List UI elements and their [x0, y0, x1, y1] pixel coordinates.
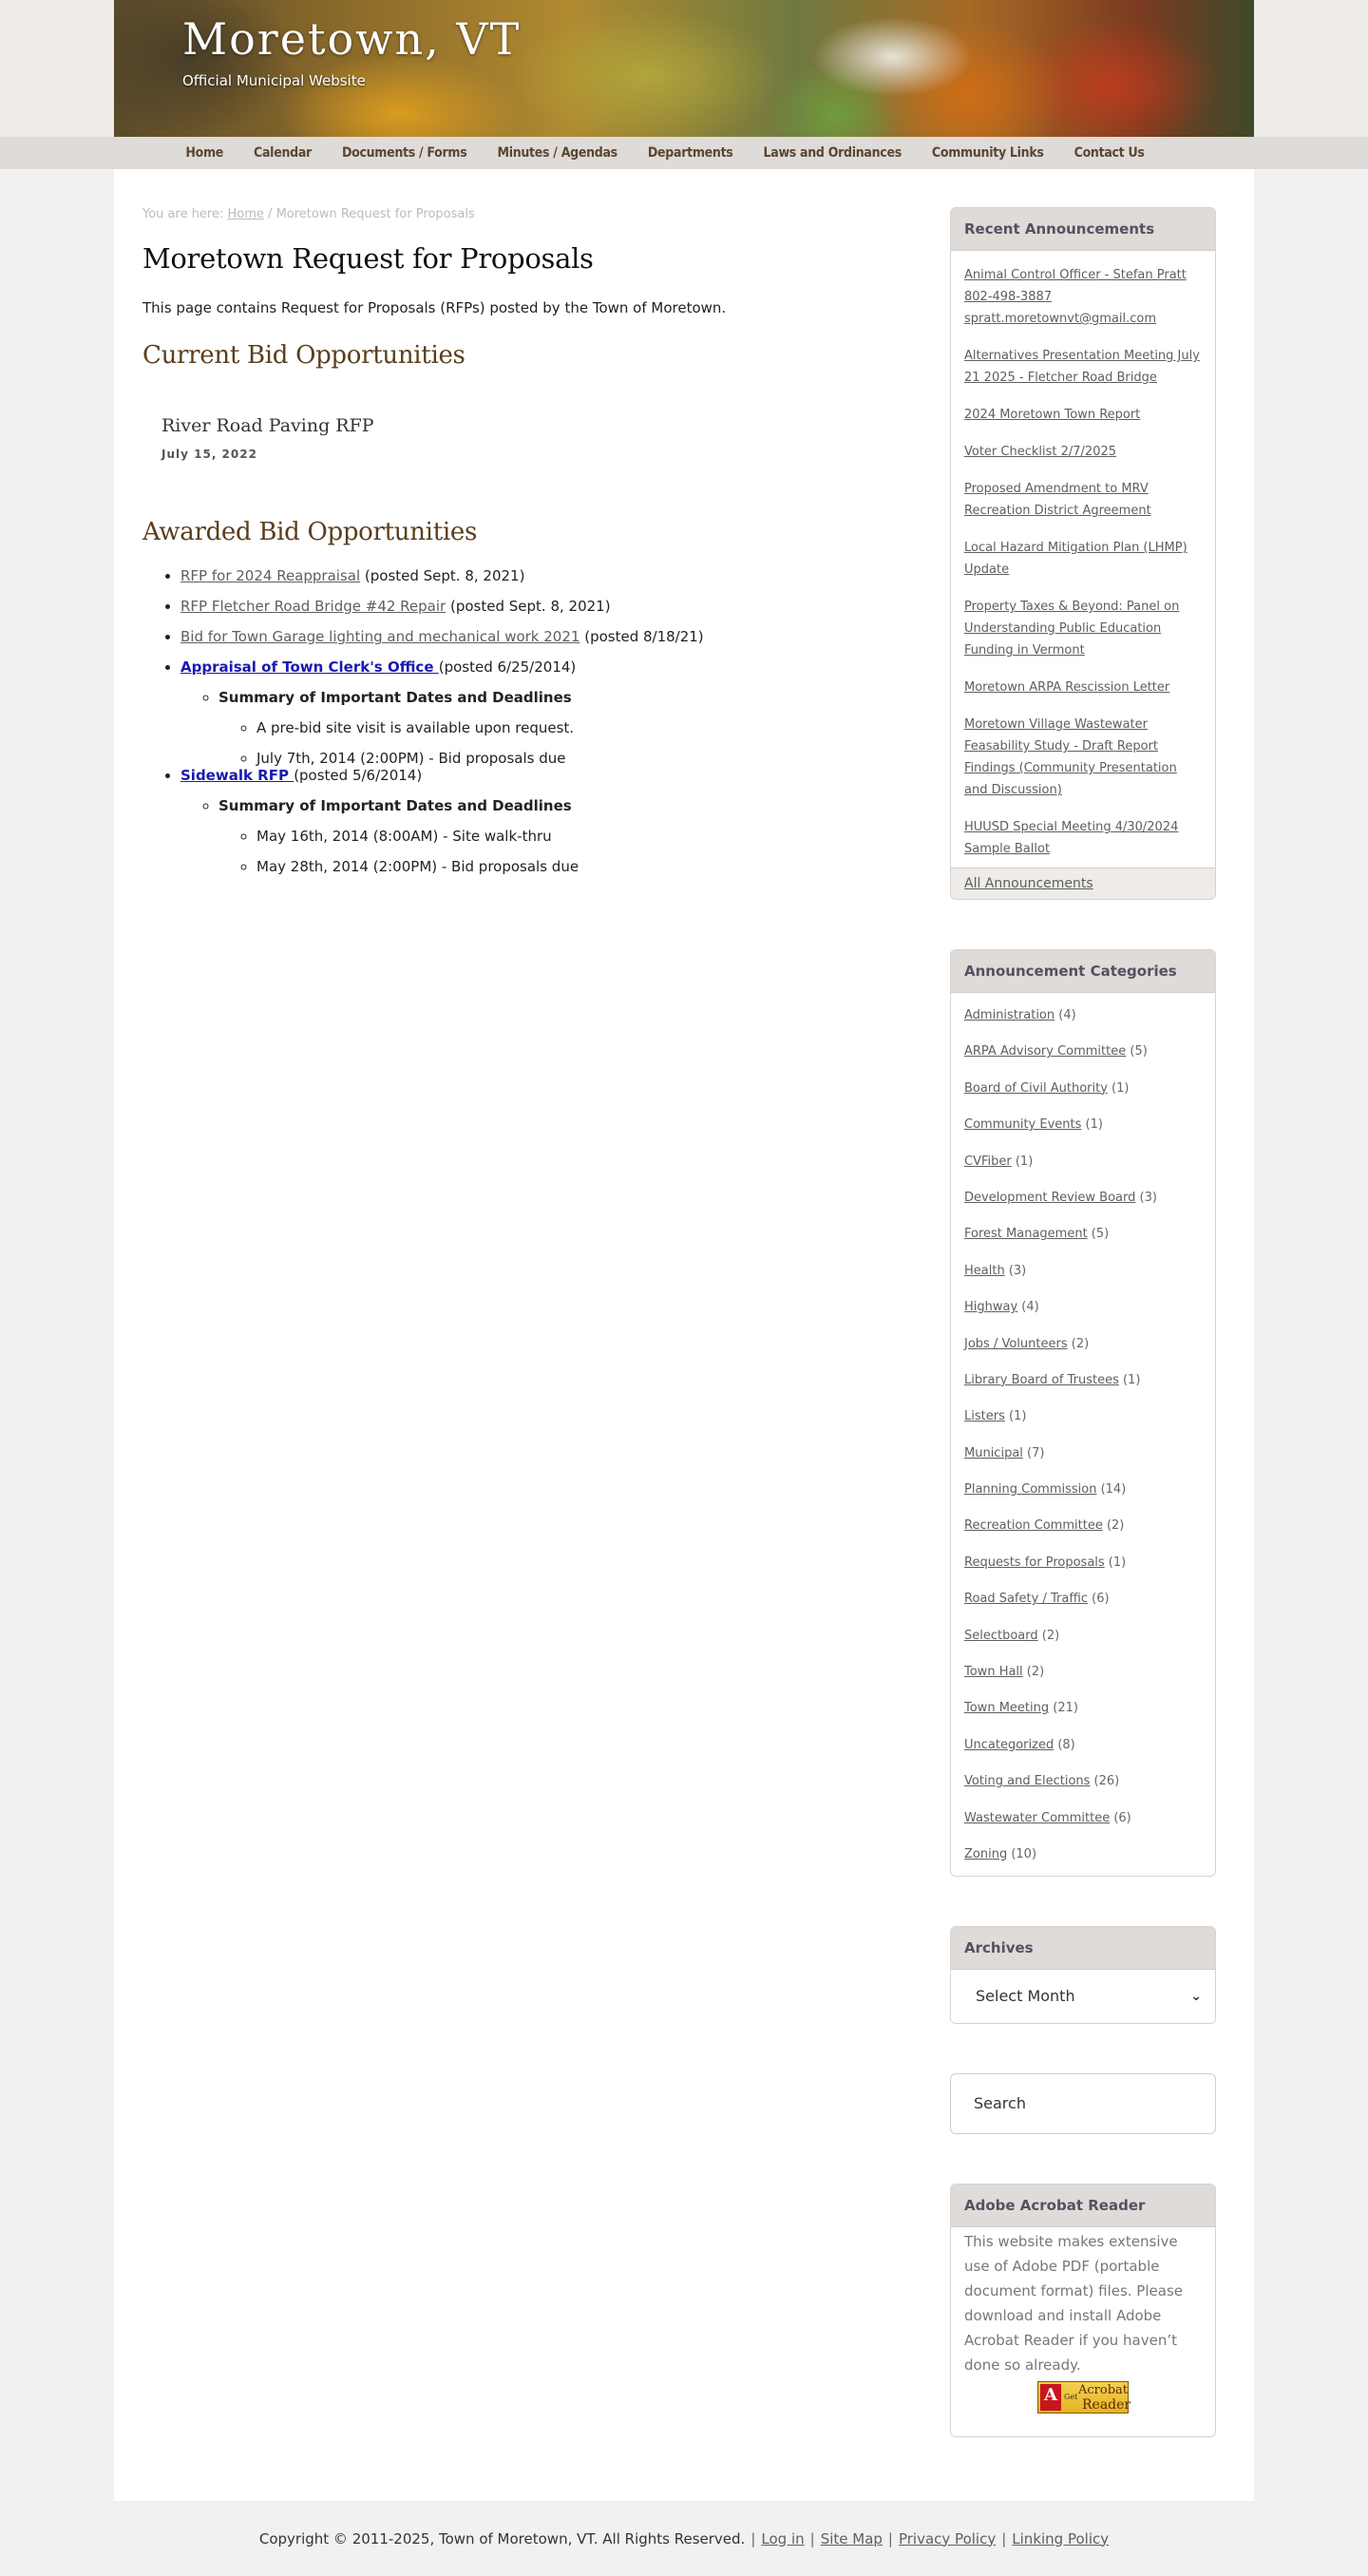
announcement-item [964, 441, 1202, 463]
widget-title: Adobe Acrobat Reader [951, 2185, 1215, 2227]
deadline-item: ◦ July 7th, 2014 (2:00PM) - Bid proposals due [256, 750, 884, 767]
category-link[interactable]: Library Board of Trustees [964, 1372, 1119, 1387]
main-content [142, 207, 884, 888]
awarded-note: (posted Sept. 8, 2021) [446, 598, 611, 615]
category-count: (8) [1054, 1737, 1075, 1752]
nav-departments[interactable]: Departments [647, 145, 733, 161]
announcement-link[interactable]: 2024 Moretown Town Report [964, 408, 1141, 422]
announcement-link[interactable]: Moretown Village Wastewater Feasability Study - Draft Report Findings (Community Presentation and Discussion) [964, 717, 1177, 797]
breadcrumb-home-link[interactable]: Home [227, 207, 264, 221]
deadline-item: ◦ May 16th, 2014 (8:00AM) - Site walk-thru [256, 828, 884, 845]
category-link[interactable]: Wastewater Committee [964, 1810, 1111, 1825]
category-link[interactable]: Municipal [964, 1445, 1023, 1460]
breadcrumb-separator: / [263, 207, 276, 221]
category-item [964, 1040, 1202, 1077]
category-item [964, 1552, 1202, 1588]
recent-announcements-widget [950, 207, 1216, 900]
category-item [964, 1734, 1202, 1770]
footer-login-link[interactable]: Log in [761, 2529, 805, 2547]
announcement-item [964, 478, 1202, 522]
sidebar [950, 207, 1216, 2487]
breadcrumb [142, 207, 884, 221]
acrobat-reader-widget [950, 2184, 1216, 2437]
category-item [964, 1223, 1202, 1259]
announcement-item [964, 264, 1202, 330]
nav-community-links[interactable]: Community Links [931, 145, 1044, 161]
footer-sitemap-link[interactable]: Site Map [820, 2529, 883, 2547]
breadcrumb-prefix: You are here: [142, 207, 228, 221]
announcement-link[interactable]: Moretown ARPA Rescission Letter [964, 680, 1170, 695]
intro-text: This page contains Request for Proposals (RFPs) posted by the Town of Moretown. [142, 299, 727, 316]
category-link[interactable]: Town Meeting [964, 1701, 1050, 1716]
search-input[interactable] [950, 2073, 1216, 2134]
awarded-item [180, 567, 884, 584]
summary-list [180, 797, 884, 875]
category-link[interactable]: Town Hall [964, 1665, 1023, 1680]
category-item [964, 1004, 1202, 1040]
awarded-bids-heading: Awarded Bid Opportunities [142, 518, 477, 546]
awarded-note: (posted 8/18/21) [580, 628, 704, 645]
category-link[interactable]: Recreation Committee [964, 1518, 1103, 1534]
widget-title: Archives [951, 1927, 1215, 1970]
get-acrobat-reader-badge[interactable] [1037, 2381, 1129, 2414]
announcement-item [964, 677, 1202, 698]
category-item [964, 1807, 1202, 1843]
category-count: (26) [1090, 1774, 1120, 1789]
category-count: (2) [1102, 1518, 1125, 1534]
category-link[interactable]: Board of Civil Authority [964, 1080, 1108, 1096]
category-count: (14) [1096, 1482, 1127, 1498]
category-count: (3) [1135, 1190, 1157, 1205]
announcement-item [964, 714, 1202, 801]
category-count: (6) [1110, 1810, 1131, 1825]
category-count: (5) [1126, 1044, 1148, 1059]
site-header [114, 0, 1254, 137]
category-item [964, 1333, 1202, 1369]
category-count: (1) [1011, 1154, 1034, 1169]
awarded-note: (posted Sept. 8, 2021) [360, 567, 525, 584]
announcement-link[interactable]: Proposed Amendment to MRV Recreation District Agreement [964, 482, 1151, 518]
footer-separator: | [887, 2529, 893, 2547]
announcement-item [964, 345, 1202, 389]
category-item [964, 1479, 1202, 1515]
category-item [964, 1296, 1202, 1332]
category-item [964, 1260, 1202, 1296]
widget-body [951, 251, 1215, 868]
nav-documents-forms[interactable]: Documents / Forms [341, 145, 467, 161]
category-count: (1) [1107, 1080, 1130, 1096]
badge-line2: Reader [1082, 2396, 1131, 2413]
category-count: (1) [1118, 1372, 1141, 1387]
awarded-item [180, 767, 884, 875]
category-count: (21) [1049, 1701, 1078, 1716]
category-item [964, 1442, 1202, 1479]
category-item [964, 1151, 1202, 1187]
announcement-link[interactable]: Animal Control Officer - Stefan Pratt 802-498-3887 spratt.moretownvt@gmail.com [964, 268, 1187, 326]
archives-widget [950, 1926, 1216, 2024]
announcement-link[interactable]: Property Taxes & Beyond: Panel on Understanding Public Education Funding in Vermont [964, 600, 1180, 658]
all-announcements-link[interactable]: All Announcements [964, 876, 1093, 891]
nav-minutes-agendas[interactable]: Minutes / Agendas [497, 145, 618, 161]
footer-separator: | [1001, 2529, 1007, 2547]
awarded-item [180, 658, 884, 767]
category-count: (3) [1004, 1263, 1027, 1278]
footer-separator: | [750, 2529, 756, 2547]
nav-home[interactable]: Home [185, 145, 224, 161]
footer-separator: | [809, 2529, 815, 2547]
category-link[interactable]: Jobs / Volunteers [964, 1336, 1068, 1351]
category-link[interactable]: Health [964, 1263, 1005, 1278]
category-item [964, 1078, 1202, 1114]
announcement-item [964, 596, 1202, 661]
category-item [964, 1114, 1202, 1150]
awarded-link[interactable]: RFP Fletcher Road Bridge #42 Repair [180, 598, 446, 615]
category-item [964, 1588, 1202, 1624]
category-item [964, 1625, 1202, 1661]
announcement-link[interactable]: Local Hazard Mitigation Plan (LHMP) Update [964, 541, 1188, 577]
select-value: Select Month [976, 1987, 1075, 2006]
category-link[interactable]: Voting and Elections [964, 1774, 1091, 1789]
awarded-note: (posted 6/25/2014) [438, 658, 577, 676]
category-item [964, 1661, 1202, 1697]
announcement-link[interactable]: Voter Checklist 2/7/2025 [964, 445, 1117, 459]
awarded-link[interactable]: Bid for Town Garage lighting and mechanical work 2021 [180, 628, 580, 645]
category-item [964, 1405, 1202, 1441]
category-link[interactable]: Highway [964, 1300, 1018, 1315]
awarded-item [180, 598, 884, 615]
badge-line1: Acrobat [1078, 2382, 1129, 2397]
category-item [964, 1843, 1202, 1872]
footer-privacy-link[interactable]: Privacy Policy [898, 2529, 997, 2547]
awarded-link[interactable]: RFP for 2024 Reappraisal [180, 567, 361, 584]
category-item [964, 1770, 1202, 1806]
category-count: (2) [1067, 1336, 1090, 1351]
widget-title: Recent Announcements [951, 208, 1215, 251]
summary-item [218, 689, 884, 767]
category-link[interactable]: Uncategorized [964, 1737, 1054, 1752]
category-count: (1) [1104, 1555, 1127, 1570]
site-title[interactable]: Moretown, VT [182, 13, 522, 65]
nav-laws-ordinances[interactable]: Laws and Ordinances [763, 145, 902, 161]
category-item [964, 1515, 1202, 1551]
category-link[interactable]: Administration [964, 1008, 1055, 1022]
widget-body [951, 993, 1215, 1876]
nav-contact-us[interactable]: Contact Us [1074, 145, 1145, 161]
deadline-list [218, 719, 884, 767]
category-link[interactable]: Forest Management [964, 1227, 1088, 1242]
acrobat-description: This website makes extensive use of Adobe PDF (portable document format) files. Please download and install Adobe Acrobat Reader if you haven’t done so already. [964, 2232, 1183, 2374]
category-count: (2) [1022, 1665, 1045, 1680]
category-link[interactable]: Requests for Proposals [964, 1555, 1105, 1570]
category-link[interactable]: Listers [964, 1409, 1005, 1424]
category-link[interactable]: Selectboard [964, 1628, 1038, 1643]
category-list [964, 1004, 1202, 1872]
badge-get-text: Get [1064, 2392, 1078, 2401]
category-count: (1) [1081, 1117, 1103, 1133]
category-count: (4) [1017, 1300, 1039, 1315]
announcement-link[interactable]: Alternatives Presentation Meeting July 21 2025 - Fletcher Road Bridge [964, 349, 1200, 385]
widget-footer [951, 868, 1215, 899]
category-link[interactable]: Road Safety / Traffic [964, 1592, 1089, 1607]
nav-calendar[interactable]: Calendar [254, 145, 312, 161]
breadcrumb-current: Moretown Request for Proposals [276, 207, 475, 221]
deadline-item: ◦ May 28th, 2014 (2:00PM) - Bid proposals due [256, 858, 884, 875]
page-container [114, 169, 1254, 2501]
category-item [964, 1369, 1202, 1405]
current-bids-heading: Current Bid Opportunities [142, 341, 466, 370]
announcement-item [964, 537, 1202, 581]
awarded-note: (posted 5/6/2014) [294, 767, 423, 784]
summary-heading: Summary of Important Dates and Deadlines [218, 689, 572, 706]
footer-linking-policy-link[interactable]: Linking Policy [1012, 2529, 1110, 2547]
category-count: (10) [1007, 1846, 1037, 1861]
copyright-text: Copyright © 2011-2025, Town of Moretown, VT. All Rights Reserved. [258, 2529, 746, 2547]
category-link[interactable]: CVFiber [964, 1154, 1012, 1169]
category-count: (2) [1037, 1628, 1060, 1643]
adobe-logo-icon: A [1040, 2384, 1061, 2411]
summary-heading: Summary of Important Dates and Deadlines [218, 797, 572, 814]
category-link[interactable]: Development Review Board [964, 1190, 1136, 1205]
summary-list [180, 689, 884, 767]
category-link[interactable]: Planning Commission [964, 1482, 1097, 1498]
category-count: (7) [1022, 1445, 1045, 1460]
chevron-down-icon: ⌄ [1190, 1988, 1202, 2004]
announcement-item [964, 816, 1202, 860]
category-count: (1) [1004, 1409, 1027, 1424]
awarded-item [180, 628, 884, 645]
search-placeholder: Search [974, 2094, 1026, 2113]
category-item [964, 1697, 1202, 1733]
category-count: (6) [1088, 1592, 1110, 1607]
category-count: (4) [1054, 1008, 1076, 1022]
category-item [964, 1187, 1202, 1223]
page-title: Moretown Request for Proposals [142, 242, 594, 275]
deadline-item: ◦ A pre-bid site visit is available upon request. [256, 719, 884, 736]
bid-date: July 15, 2022 [162, 448, 257, 461]
summary-item [218, 797, 884, 875]
announcement-list [964, 264, 1202, 860]
awarded-link[interactable]: Appraisal of Town Clerk's Office [180, 658, 439, 676]
main-nav [114, 137, 1254, 169]
category-count: (5) [1087, 1227, 1110, 1242]
category-link[interactable]: Zoning [964, 1846, 1008, 1861]
site-description: Official Municipal Website [182, 72, 366, 89]
bid-title-link[interactable]: River Road Paving RFP [162, 415, 374, 436]
announcement-link[interactable]: HUUSD Special Meeting 4/30/2024 Sample Ballot [964, 820, 1179, 856]
category-link[interactable]: ARPA Advisory Committee [964, 1044, 1127, 1059]
archives-month-select[interactable] [951, 1970, 1215, 2023]
awarded-link[interactable]: Sidewalk RFP [180, 767, 294, 784]
widget-title: Announcement Categories [951, 950, 1215, 993]
category-link[interactable]: Community Events [964, 1117, 1082, 1133]
site-footer [0, 2501, 1368, 2576]
announcement-categories-widget [950, 949, 1216, 1877]
awarded-bids-list [142, 567, 884, 875]
deadline-list [218, 828, 884, 875]
announcement-item [964, 404, 1202, 426]
current-bid-item [142, 370, 884, 518]
